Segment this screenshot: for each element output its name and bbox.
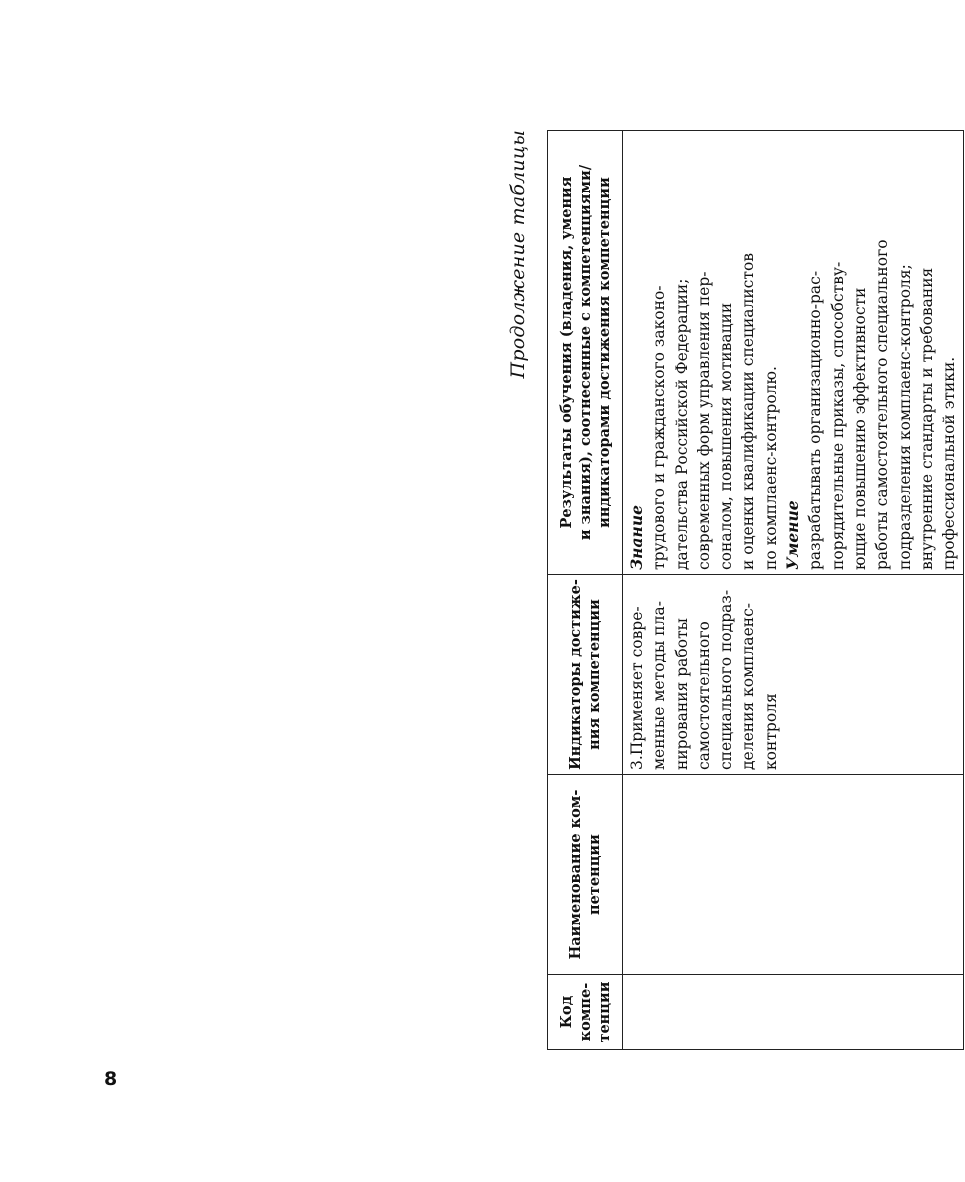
cell-results [623, 131, 964, 575]
knowledge-text: трудового и гражданского законо- дательства Российской Федерации; современных форм управления пер- соналом, повышения мотивации и оценки квалификации специалистов по комплаенс-контролю. [650, 252, 780, 570]
cell-code [623, 975, 964, 1050]
header-name: Наименование ком- петенции [548, 775, 623, 975]
rotated-table-container [507, 130, 965, 1050]
skill-text: разрабатывать организационно-рас- порядительные приказы, способству- ющие повышению эффективности работы самостоятельного специального подразделения комплаенс-контроля; внутренние стандарты и требования профессиональной этики. [806, 239, 959, 570]
header-indicator: Индикаторы достиже- ния компетенции [548, 575, 623, 775]
skill-label: Умение [783, 500, 803, 570]
table-caption: Продолжение таблицы [507, 130, 529, 379]
table-row [623, 131, 964, 1050]
header-code: Код компе- тенции [548, 975, 623, 1050]
table-header-row [548, 131, 623, 1050]
knowledge-label: Знание [627, 505, 646, 570]
page-number: 8 [104, 1068, 118, 1090]
header-results: Результаты обучения (владения, умения и знания), соотнесенные с компетенциями/ индикаторами достижения компетенции [548, 131, 623, 575]
competency-table [547, 130, 964, 1050]
cell-indicator: 3.Применяет совре- менные методы пла- нирования работы самостоятельного специального подраз- деления комплаенс- контроля [623, 575, 964, 775]
cell-name [623, 775, 964, 975]
